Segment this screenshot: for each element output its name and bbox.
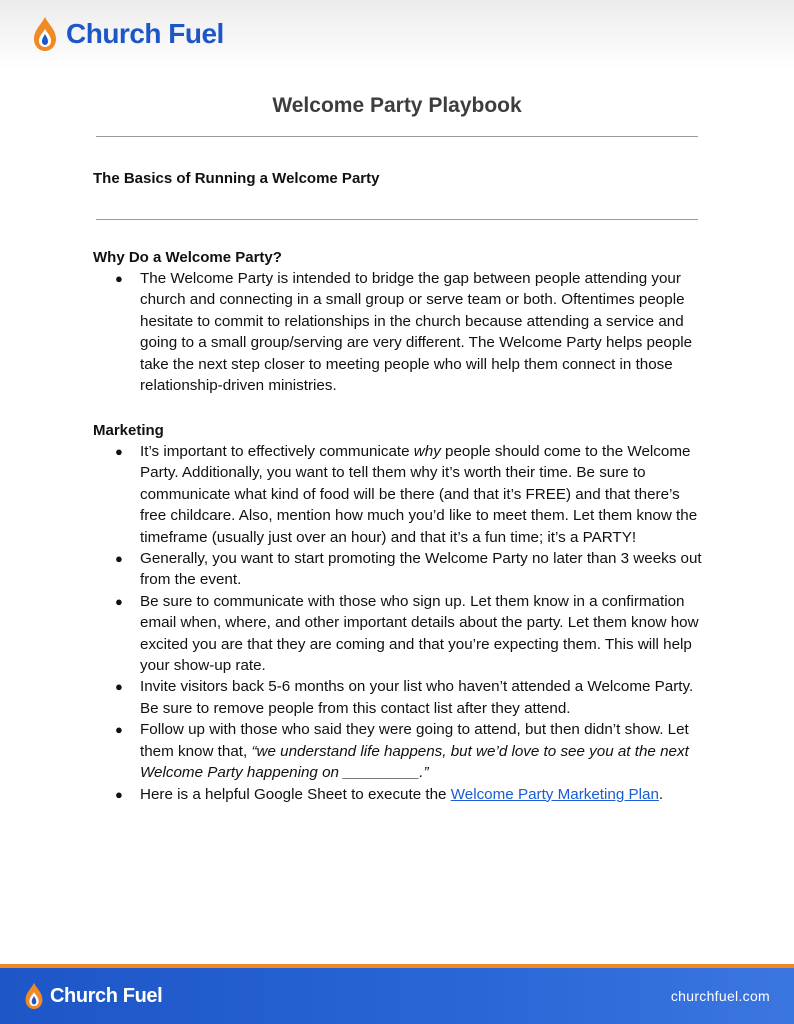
list-item-text: . xyxy=(658,785,664,803)
quote-text: “we understand life happens, but we’d love to see you at the next Welcome Party happening on xyxy=(140,742,689,782)
bullet-icon: ● xyxy=(115,786,123,802)
bullet-list xyxy=(93,441,705,805)
fill-in-blank: _________ xyxy=(343,764,420,782)
flame-drop-icon xyxy=(32,16,58,52)
marketing-plan-link[interactable]: Welcome Party Marketing Plan xyxy=(450,785,659,803)
footer-band xyxy=(0,964,794,1024)
list-item-text: Follow up with those who said they were going to attend, but then didn’t show. Let them know that, xyxy=(140,721,689,760)
list-item xyxy=(93,441,705,548)
bullet-list xyxy=(93,268,705,396)
title-divider xyxy=(96,136,698,137)
list-item xyxy=(93,591,705,677)
list-item xyxy=(93,268,705,396)
footer-logo[interactable] xyxy=(24,982,162,1010)
list-item xyxy=(93,548,705,591)
list-item xyxy=(93,676,705,719)
bullet-icon: ● xyxy=(115,593,123,609)
section-why-welcome-party xyxy=(93,247,705,396)
bullet-icon: ● xyxy=(115,722,123,738)
footer-website-link[interactable]: churchfuel.com xyxy=(670,988,770,1004)
list-item-text: The Welcome Party is intended to bridge the gap between people attending your church and connecting in a small group or serve team or both. Oftentimes people hesitate to commit to relationships in the church because attending a service and going to a small group/serving are very different. The Welcome Party helps people take the next step closer to meeting people who will help them connect in those relationship-driven ministries. xyxy=(140,270,693,395)
flame-drop-icon xyxy=(24,982,44,1010)
section-heading: Marketing xyxy=(93,422,164,439)
bullet-icon: ● xyxy=(115,679,123,695)
header-brand-name: Church Fuel xyxy=(66,18,224,49)
list-item-text: Invite visitors back 5-6 months on your list who haven’t attended a Welcome Party. Be sure to remove people from this contact list after they attend. xyxy=(140,678,694,717)
bullet-icon: ● xyxy=(115,551,123,567)
list-item xyxy=(93,784,705,805)
bullet-icon: ● xyxy=(115,271,123,286)
section-marketing xyxy=(93,420,705,805)
emphasis-text: why xyxy=(413,443,441,460)
list-item-text: Be sure to communicate with those who sign up. Let them know in a confirmation email when, where, and other important details about the party. Let them know how excited you are that they are coming and that you’re expecting them. This will help your show-up rate. xyxy=(140,592,699,675)
document-title: Welcome Party Playbook xyxy=(272,94,522,117)
bullet-icon: ● xyxy=(115,444,123,459)
list-item xyxy=(93,719,705,783)
document-subtitle: The Basics of Running a Welcome Party xyxy=(93,170,380,187)
list-item-text: Here is a helpful Google Sheet to execute the xyxy=(140,785,451,803)
list-item-text: It’s important to effectively communicate xyxy=(140,443,414,460)
list-item-text: Generally, you want to start promoting the Welcome Party no later than 3 weeks out from the event. xyxy=(140,550,702,589)
quote-end: .” xyxy=(419,764,429,782)
header-logo[interactable] xyxy=(32,14,224,54)
footer-brand-name: Church Fuel xyxy=(50,984,163,1007)
subtitle-divider xyxy=(96,219,698,220)
section-heading: Why Do a Welcome Party? xyxy=(93,249,282,266)
list-item-text: people should come to the Welcome Party. Additionally, you want to tell them why it’s worth their time. Be sure to communicate what kind of food will be there (and that it’s FREE) and that there’s free childcare. Also, mention how much you’d like to meet them. Let them know the timeframe (usually just over an hour) and that it’s a fun time; it’s a PARTY! xyxy=(140,443,698,546)
